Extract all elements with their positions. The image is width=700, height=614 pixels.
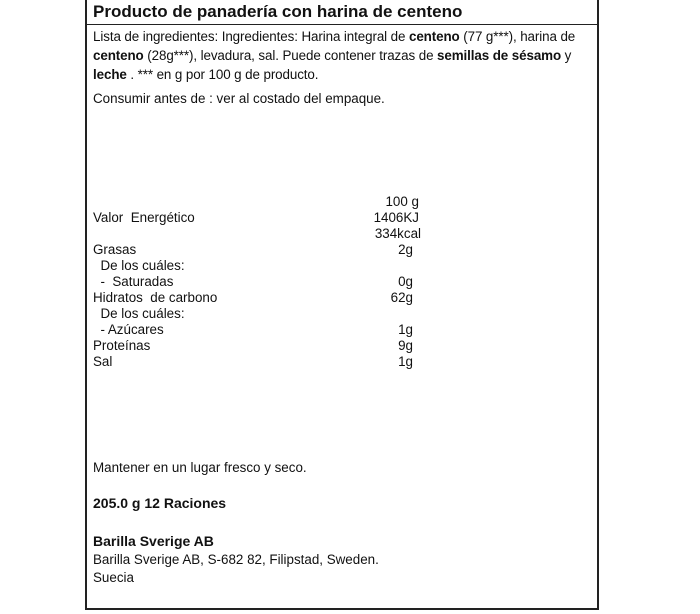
- nutrient-value: 1g: [398, 354, 413, 369]
- ingredients-part: y: [561, 48, 572, 63]
- allergen-centeno: centeno: [408, 29, 460, 44]
- nutrient-label: - Saturadas: [93, 274, 174, 289]
- nutrient-value: 1g: [398, 322, 413, 337]
- nutrient-value: 1406KJ: [373, 210, 419, 225]
- allergen-leche: leche: [93, 67, 127, 82]
- company-country: Suecia: [93, 570, 134, 585]
- title-divider: [86, 24, 598, 25]
- nutrition-row: [93, 258, 413, 274]
- ingredients-part: (77 g***), harina de: [459, 29, 576, 44]
- nutrition-row: [93, 338, 413, 354]
- nutrition-header-row: [93, 194, 419, 210]
- ingredients-part: Lista de ingredientes: Ingredientes: Harina integral de: [93, 29, 409, 44]
- nutrient-label: De los cuáles:: [93, 306, 185, 321]
- nutrition-row: [93, 322, 413, 338]
- product-title: Producto de panadería con harina de centeno: [93, 2, 463, 21]
- nutrient-label: De los cuáles:: [93, 258, 185, 273]
- nutrient-label: - Azúcares: [93, 322, 164, 337]
- storage-instructions: Mantener en un lugar fresco y seco.: [93, 460, 307, 475]
- nutrient-value: 62g: [390, 290, 413, 305]
- allergen-centeno: centeno: [93, 48, 144, 63]
- best-before-text: Consumir antes de : ver al costado del empaque.: [93, 91, 385, 106]
- nutrient-label: Sal: [93, 354, 113, 369]
- ingredients-part: . *** en g por 100 g de producto.: [126, 67, 319, 82]
- nutrient-label: Proteínas: [93, 338, 151, 353]
- nutrition-row: [93, 226, 421, 242]
- nutrient-value: 9g: [398, 338, 413, 353]
- nutrient-label: Hidratos de carbono: [93, 290, 218, 305]
- nutrient-value: 334kcal: [374, 226, 421, 241]
- nutrition-row: [93, 306, 413, 322]
- nutrient-value: 0g: [398, 274, 413, 289]
- net-weight: 205.0 g 12 Raciones: [93, 495, 227, 511]
- allergen-sesamo: semillas de sésamo: [437, 48, 562, 63]
- nutrition-row: [93, 242, 413, 258]
- ingredients-text: [93, 27, 593, 84]
- company-name: Barilla Sverige AB: [93, 533, 214, 549]
- nutrition-row: [93, 354, 413, 370]
- nutrient-value: 2g: [398, 242, 413, 257]
- nutrition-row: [93, 274, 413, 290]
- nutrition-header: 100 g: [385, 194, 419, 209]
- nutrition-table: [93, 194, 421, 370]
- ingredients-part: (28g***), levadura, sal. Puede contener trazas de: [143, 48, 438, 63]
- nutrition-row: [93, 290, 413, 306]
- nutrient-label: Valor Energético: [93, 210, 195, 225]
- nutrient-label: Grasas: [93, 242, 137, 257]
- nutrition-row: [93, 210, 419, 226]
- company-address: Barilla Sverige AB, S-682 82, Filipstad, Sweden.: [93, 552, 379, 567]
